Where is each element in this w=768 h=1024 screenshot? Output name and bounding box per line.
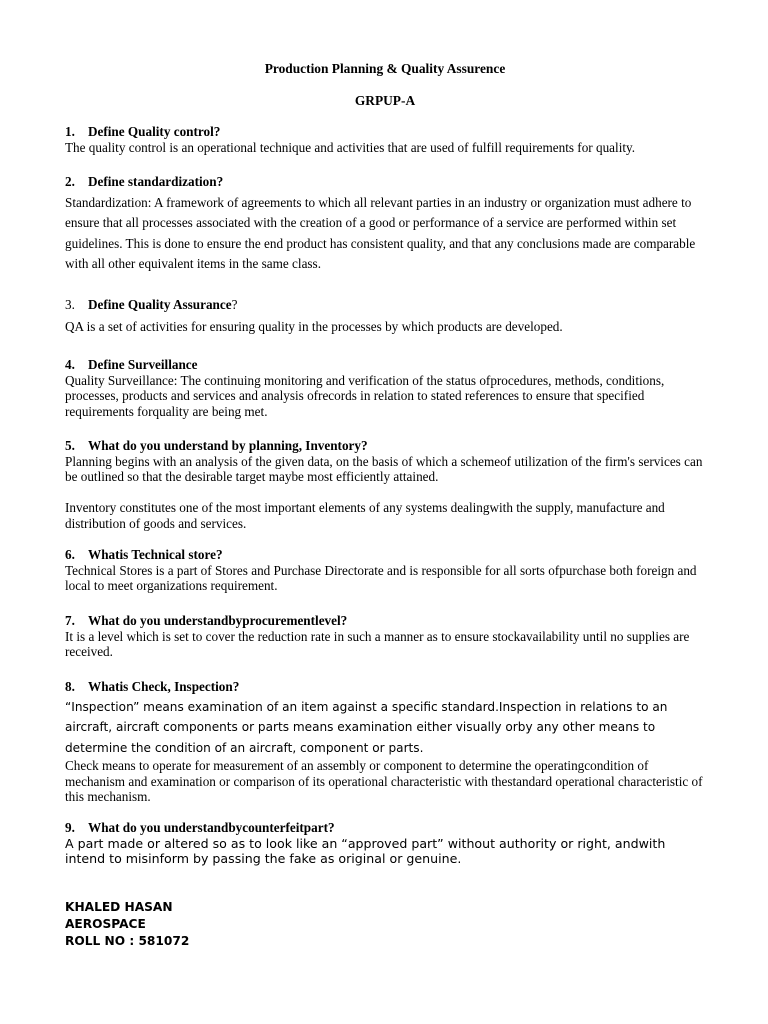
document-subtitle: GRPUP-A: [354, 93, 416, 108]
question-3-heading: 3. Define Quality Assurance?: [65, 297, 238, 312]
question-1-number: 1.: [65, 124, 75, 139]
question-9-answer: A part made or altered so as to look like an “approved part” without authority or right, andwith intend to misinform by passing the fake as original or genuine.: [65, 835, 666, 867]
question-7: [65, 613, 705, 660]
question-8-answer-inspection: “Inspection” means examination of an item against a specific standard.Inspection in relations to an aircraft, aircraft components or parts means examination either visually orby any other means to determine the condition of an aircraft, component or parts.: [65, 699, 668, 755]
question-3: [65, 297, 705, 334]
document-title: Production Planning & Quality Assurence: [264, 61, 506, 76]
question-5: [65, 438, 705, 531]
question-6-number: 6.: [65, 547, 75, 562]
question-2-heading: 2. Define standardization?: [65, 174, 224, 189]
question-8-answer-check: Check means to operate for measurement of an assembly or component to determine the operatingcondition of mechanism and examination or comparison of its operational characteristic with thestandard operational characteristic of this mechanism.: [65, 758, 703, 805]
question-7-heading: 7. What do you understandbyprocurementlevel?: [65, 613, 348, 628]
question-4-answer: Quality Surveillance: The continuing monitoring and verification of the status ofprocedures, methods, conditions, processes, products and services and analysis ofrecords in relation to stated references to ensure that specified requirements forquality are being met.: [65, 372, 665, 419]
question-9: [65, 820, 705, 867]
question-3-answer: QA is a set of activities for ensuring quality in the processes by which products are developed.: [65, 318, 563, 334]
question-2-number: 2.: [65, 174, 75, 189]
question-1-answer: The quality control is an operational technique and activities that are used of fulfill requirements for quality.: [65, 139, 636, 155]
question-8-heading: 8. Whatis Check, Inspection?: [65, 679, 240, 694]
question-8: [65, 679, 705, 805]
question-5-number: 5.: [65, 438, 75, 453]
question-1-heading: 1. Define Quality control?: [65, 124, 221, 139]
question-4: [65, 357, 705, 419]
question-3-number: 3.: [65, 297, 75, 312]
question-9-number: 9.: [65, 820, 75, 835]
question-9-heading: 9. What do you understandbycounterfeitpart?: [65, 820, 335, 835]
author-name: KHALED HASAN: [65, 900, 173, 914]
author-roll-number: ROLL NO : 581072: [65, 934, 190, 948]
question-7-number: 7.: [65, 613, 75, 628]
question-7-answer: It is a level which is set to cover the reduction rate in such a manner as to ensure stockavailability until no supplies are received.: [65, 628, 690, 660]
question-6: [65, 547, 705, 594]
question-2: [65, 174, 705, 275]
question-8-number: 8.: [65, 679, 75, 694]
author-block: [65, 899, 189, 950]
question-6-answer: Technical Stores is a part of Stores and Purchase Directorate and is responsible for all sorts ofpurchase both foreign and local to meet organizations requirement.: [65, 562, 697, 594]
question-4-heading: 4. Define Surveillance: [65, 357, 198, 372]
question-2-answer: Standardization: A framework of agreements to which all relevant parties in an industry or organization must adhere to ensure that all processes associated with the creation of a good or performance of a service are performed within set guidelines. This is done to ensure the end product has consistent quality, and that any conclusions made are comparable with all other equivalent items in the same class.: [65, 194, 696, 272]
question-5-answer-planning: Planning begins with an analysis of the given data, on the basis of which a schemeof utilization of the firm's services can be outlined so that the desirable target maybe most efficiently attained.: [65, 453, 703, 485]
question-1: [65, 124, 705, 155]
question-5-answer-inventory: Inventory constitutes one of the most important elements of any systems dealingwith the supply, manufacture and distribution of goods and services.: [65, 500, 665, 531]
question-6-heading: 6. Whatis Technical store?: [65, 547, 223, 562]
question-5-heading: 5. What do you understand by planning, Inventory?: [65, 438, 368, 453]
question-4-number: 4.: [65, 357, 75, 372]
author-department: AEROSPACE: [65, 917, 146, 931]
